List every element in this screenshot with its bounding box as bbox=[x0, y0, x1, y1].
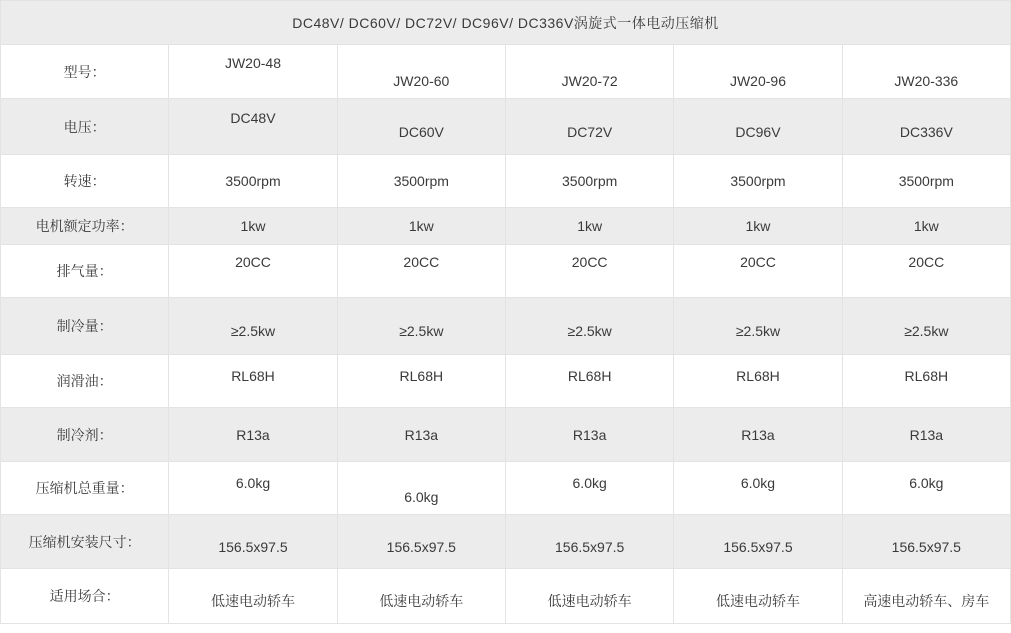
cell-text: DC336V bbox=[899, 123, 953, 140]
cell-value bbox=[842, 155, 1010, 208]
cell-text: DC60V bbox=[398, 123, 444, 140]
cell-value bbox=[505, 155, 673, 208]
cell-text: 6.0kg bbox=[909, 475, 944, 491]
cell-text: 3500rpm bbox=[898, 173, 954, 189]
cell-value bbox=[169, 569, 337, 624]
cell-value bbox=[505, 99, 673, 155]
cell-text: 低速电动轿车 bbox=[379, 593, 464, 609]
cell-text: ≥2.5kw bbox=[567, 323, 612, 339]
table-row bbox=[1, 208, 1011, 245]
row-label: 电压： bbox=[1, 99, 169, 155]
cell-value bbox=[674, 569, 842, 624]
cell-value bbox=[674, 99, 842, 155]
table-row bbox=[1, 462, 1011, 515]
cell-text: RL68H bbox=[736, 368, 780, 384]
cell-value bbox=[505, 408, 673, 462]
cell-value bbox=[337, 99, 505, 155]
row-label: 制冷量： bbox=[1, 298, 169, 355]
cell-value bbox=[505, 355, 673, 408]
cell-value bbox=[674, 298, 842, 355]
cell-text: 1kw bbox=[913, 218, 939, 234]
cell-value bbox=[842, 515, 1010, 569]
cell-text: ≥2.5kw bbox=[399, 323, 444, 339]
cell-value bbox=[674, 515, 842, 569]
row-label: 型号： bbox=[1, 45, 169, 99]
cell-text: JW20-72 bbox=[561, 72, 618, 89]
table-row bbox=[1, 355, 1011, 408]
cell-text: 1kw bbox=[745, 218, 771, 234]
cell-text: RL68H bbox=[904, 368, 949, 384]
cell-value bbox=[505, 462, 673, 515]
cell-text: 3500rpm bbox=[562, 173, 618, 189]
cell-text: DC48V bbox=[230, 109, 276, 126]
cell-text: 20CC bbox=[571, 254, 608, 270]
cell-text: 3500rpm bbox=[393, 173, 449, 189]
cell-text: 低速电动轿车 bbox=[715, 593, 800, 609]
cell-value bbox=[169, 208, 337, 245]
cell-text: 20CC bbox=[740, 254, 776, 270]
cell-text: ≥2.5kw bbox=[230, 323, 276, 339]
cell-value bbox=[169, 99, 337, 155]
cell-value bbox=[337, 408, 505, 462]
row-label: 排气量： bbox=[1, 245, 169, 298]
cell-text: R13a bbox=[741, 426, 775, 443]
cell-value bbox=[169, 515, 337, 569]
table-title: DC48V/ DC60V/ DC72V/ DC96V/ DC336V涡旋式一体电动压缩机 bbox=[1, 1, 1011, 45]
cell-value bbox=[337, 155, 505, 208]
cell-value bbox=[674, 408, 842, 462]
cell-value bbox=[842, 208, 1010, 245]
cell-value bbox=[505, 298, 673, 355]
table-row bbox=[1, 245, 1011, 298]
cell-value bbox=[337, 45, 505, 99]
cell-text: 低速电动轿车 bbox=[547, 593, 632, 609]
cell-text: R13a bbox=[909, 426, 944, 443]
table-row bbox=[1, 515, 1011, 569]
table-title-row bbox=[1, 1, 1011, 45]
cell-text: 156.5x97.5 bbox=[386, 538, 456, 555]
cell-text: 20CC bbox=[908, 254, 945, 270]
cell-value bbox=[674, 208, 842, 245]
cell-value bbox=[842, 99, 1010, 155]
table-row bbox=[1, 569, 1011, 624]
cell-value bbox=[169, 245, 337, 298]
cell-text: 156.5x97.5 bbox=[891, 538, 961, 555]
cell-value bbox=[842, 569, 1010, 624]
cell-value bbox=[169, 408, 337, 462]
cell-value bbox=[337, 245, 505, 298]
table-row bbox=[1, 99, 1011, 155]
cell-value bbox=[505, 569, 673, 624]
cell-value bbox=[169, 355, 337, 408]
cell-text: 156.5x97.5 bbox=[555, 538, 625, 555]
table-row bbox=[1, 408, 1011, 462]
cell-value bbox=[505, 208, 673, 245]
cell-value bbox=[674, 45, 842, 99]
cell-text: 20CC bbox=[235, 254, 271, 270]
cell-value bbox=[674, 462, 842, 515]
table-row bbox=[1, 155, 1011, 208]
row-label: 适用场合： bbox=[1, 569, 169, 624]
cell-text: R13a bbox=[236, 426, 270, 443]
cell-text: JW20-96 bbox=[729, 72, 786, 89]
cell-text: 6.0kg bbox=[740, 475, 776, 491]
table-row bbox=[1, 45, 1011, 99]
cell-text: JW20-60 bbox=[393, 72, 450, 89]
cell-text: RL68H bbox=[567, 368, 612, 384]
cell-text: 1kw bbox=[408, 218, 434, 234]
cell-text: 6.0kg bbox=[572, 475, 607, 491]
cell-value bbox=[505, 45, 673, 99]
cell-text: 3500rpm bbox=[225, 173, 281, 189]
cell-text: JW20-336 bbox=[894, 72, 959, 89]
row-label: 转速： bbox=[1, 155, 169, 208]
cell-value bbox=[169, 155, 337, 208]
cell-text: DC72V bbox=[567, 123, 613, 140]
cell-text: RL68H bbox=[231, 368, 275, 384]
cell-text: DC96V bbox=[735, 123, 781, 140]
cell-value bbox=[674, 355, 842, 408]
cell-text: 20CC bbox=[403, 254, 440, 270]
table-row bbox=[1, 298, 1011, 355]
cell-value bbox=[337, 515, 505, 569]
cell-value bbox=[337, 355, 505, 408]
row-label: 压缩机安装尺寸： bbox=[1, 515, 169, 569]
row-label: 制冷剂： bbox=[1, 408, 169, 462]
cell-value bbox=[169, 298, 337, 355]
cell-value bbox=[842, 408, 1010, 462]
cell-text: RL68H bbox=[399, 368, 444, 384]
cell-value bbox=[337, 208, 505, 245]
cell-value bbox=[842, 355, 1010, 408]
cell-text: 低速电动轿车 bbox=[210, 593, 295, 609]
cell-value bbox=[337, 298, 505, 355]
cell-text: 高速电动轿车、房车 bbox=[863, 593, 990, 609]
row-label: 压缩机总重量： bbox=[1, 462, 169, 515]
cell-text: R13a bbox=[404, 426, 439, 443]
cell-value bbox=[505, 515, 673, 569]
cell-value bbox=[169, 45, 337, 99]
cell-text: ≥2.5kw bbox=[904, 323, 949, 339]
cell-value bbox=[842, 462, 1010, 515]
cell-value bbox=[337, 569, 505, 624]
cell-text: ≥2.5kw bbox=[735, 323, 781, 339]
cell-value bbox=[674, 155, 842, 208]
cell-text: 156.5x97.5 bbox=[218, 538, 288, 555]
cell-value bbox=[505, 245, 673, 298]
cell-value bbox=[842, 298, 1010, 355]
cell-text: 1kw bbox=[577, 218, 603, 234]
cell-value bbox=[842, 45, 1010, 99]
cell-text: 6.0kg bbox=[235, 475, 271, 491]
cell-text: 3500rpm bbox=[730, 173, 786, 189]
row-label: 电机额定功率： bbox=[1, 208, 169, 245]
cell-text: JW20-48 bbox=[224, 54, 281, 71]
cell-value bbox=[337, 462, 505, 515]
cell-value bbox=[169, 462, 337, 515]
cell-text: R13a bbox=[572, 426, 607, 443]
cell-text: 1kw bbox=[240, 218, 266, 234]
cell-text: 156.5x97.5 bbox=[723, 538, 793, 555]
cell-value bbox=[842, 245, 1010, 298]
row-label: 润滑油： bbox=[1, 355, 169, 408]
cell-text: 6.0kg bbox=[404, 489, 439, 505]
cell-value bbox=[674, 245, 842, 298]
